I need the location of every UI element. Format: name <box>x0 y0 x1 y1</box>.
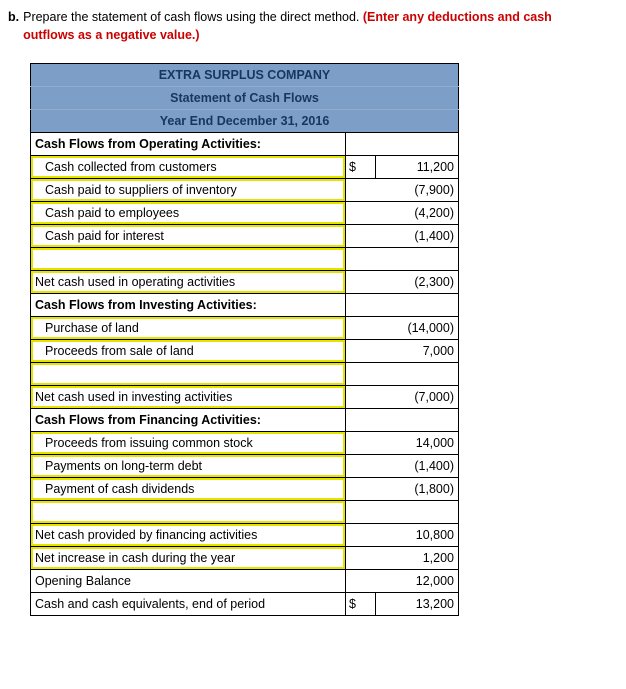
row-label-cell[interactable]: Payment of cash dividends <box>31 478 346 501</box>
row-label-cell[interactable]: Payments on long-term debt <box>31 455 346 478</box>
table-row <box>31 133 459 156</box>
blank-label-cell[interactable] <box>31 363 346 386</box>
table-row <box>31 593 459 616</box>
amount-cell[interactable] <box>346 501 459 524</box>
amount-cell <box>346 409 459 432</box>
cash-flow-statement-table <box>30 63 459 616</box>
row-label-cell: Cash Flows from Operating Activities: <box>31 133 346 156</box>
row-label-cell: Cash Flows from Financing Activities: <box>31 409 346 432</box>
row-label-cell: Cash and cash equivalents, end of period <box>31 593 346 616</box>
table-row <box>31 202 459 225</box>
table-row <box>31 363 459 386</box>
table-title-row <box>31 64 459 87</box>
row-label-cell[interactable]: Net cash used in operating activities <box>31 271 346 294</box>
table-row <box>31 179 459 202</box>
row-label-cell[interactable]: Net increase in cash during the year <box>31 547 346 570</box>
blank-label-cell[interactable] <box>31 501 346 524</box>
table-title-row <box>31 110 459 133</box>
table-body <box>31 133 459 616</box>
amount-cell <box>346 133 459 156</box>
dollar-sign-cell: $ <box>346 156 376 179</box>
amount-cell[interactable]: (7,900) <box>346 179 459 202</box>
amount-cell[interactable]: (1,400) <box>346 455 459 478</box>
row-label-cell[interactable]: Cash collected from customers <box>31 156 346 179</box>
blank-label-cell[interactable] <box>31 248 346 271</box>
table-row <box>31 547 459 570</box>
question-text: Prepare the statement of cash flows using the direct method. <box>23 10 360 24</box>
row-label-cell[interactable]: Net cash provided by financing activities <box>31 524 346 547</box>
row-label-cell[interactable]: Purchase of land <box>31 317 346 340</box>
amount-cell[interactable]: 10,800 <box>346 524 459 547</box>
table-row <box>31 225 459 248</box>
table-row <box>31 478 459 501</box>
amount-cell[interactable]: (1,400) <box>346 225 459 248</box>
table-row <box>31 294 459 317</box>
row-label-cell[interactable]: Proceeds from issuing common stock <box>31 432 346 455</box>
amount-cell[interactable]: (4,200) <box>346 202 459 225</box>
table-row <box>31 501 459 524</box>
row-label-cell[interactable]: Cash paid to suppliers of inventory <box>31 179 346 202</box>
table-row <box>31 409 459 432</box>
table-row <box>31 317 459 340</box>
question-warning-line2: outflows as a negative value.) <box>23 27 200 42</box>
amount-cell <box>346 294 459 317</box>
table-row <box>31 156 459 179</box>
table-row <box>31 248 459 271</box>
table-head <box>31 64 459 133</box>
table-row <box>31 432 459 455</box>
table-title: Year End December 31, 2016 <box>31 110 459 133</box>
question-item-label: b. <box>8 10 20 24</box>
statement-table-container <box>30 63 626 616</box>
amount-cell: 13,200 <box>376 593 459 616</box>
table-row <box>31 386 459 409</box>
table-title: EXTRA SURPLUS COMPANY <box>31 64 459 87</box>
question-text-block <box>23 9 552 44</box>
row-label-cell[interactable]: Proceeds from sale of land <box>31 340 346 363</box>
row-label-cell[interactable]: Cash paid for interest <box>31 225 346 248</box>
amount-cell[interactable] <box>346 363 459 386</box>
row-label-cell: Cash Flows from Investing Activities: <box>31 294 346 317</box>
dollar-sign-cell: $ <box>346 593 376 616</box>
table-row <box>31 340 459 363</box>
amount-cell[interactable]: (2,300) <box>346 271 459 294</box>
row-label-cell: Opening Balance <box>31 570 346 593</box>
row-label-cell[interactable]: Cash paid to employees <box>31 202 346 225</box>
amount-cell[interactable]: 1,200 <box>346 547 459 570</box>
amount-cell[interactable] <box>346 248 459 271</box>
table-row <box>31 524 459 547</box>
table-row <box>31 271 459 294</box>
question-instruction <box>0 0 626 44</box>
amount-cell[interactable]: 11,200 <box>376 156 459 179</box>
amount-cell[interactable]: 7,000 <box>346 340 459 363</box>
table-row <box>31 570 459 593</box>
table-title: Statement of Cash Flows <box>31 87 459 110</box>
table-title-row <box>31 87 459 110</box>
amount-cell: 12,000 <box>346 570 459 593</box>
table-row <box>31 455 459 478</box>
question-warning-line1: (Enter any deductions and cash <box>362 10 552 24</box>
amount-cell[interactable]: (1,800) <box>346 478 459 501</box>
amount-cell[interactable]: (7,000) <box>346 386 459 409</box>
amount-cell[interactable]: 14,000 <box>346 432 459 455</box>
row-label-cell[interactable]: Net cash used in investing activities <box>31 386 346 409</box>
amount-cell[interactable]: (14,000) <box>346 317 459 340</box>
